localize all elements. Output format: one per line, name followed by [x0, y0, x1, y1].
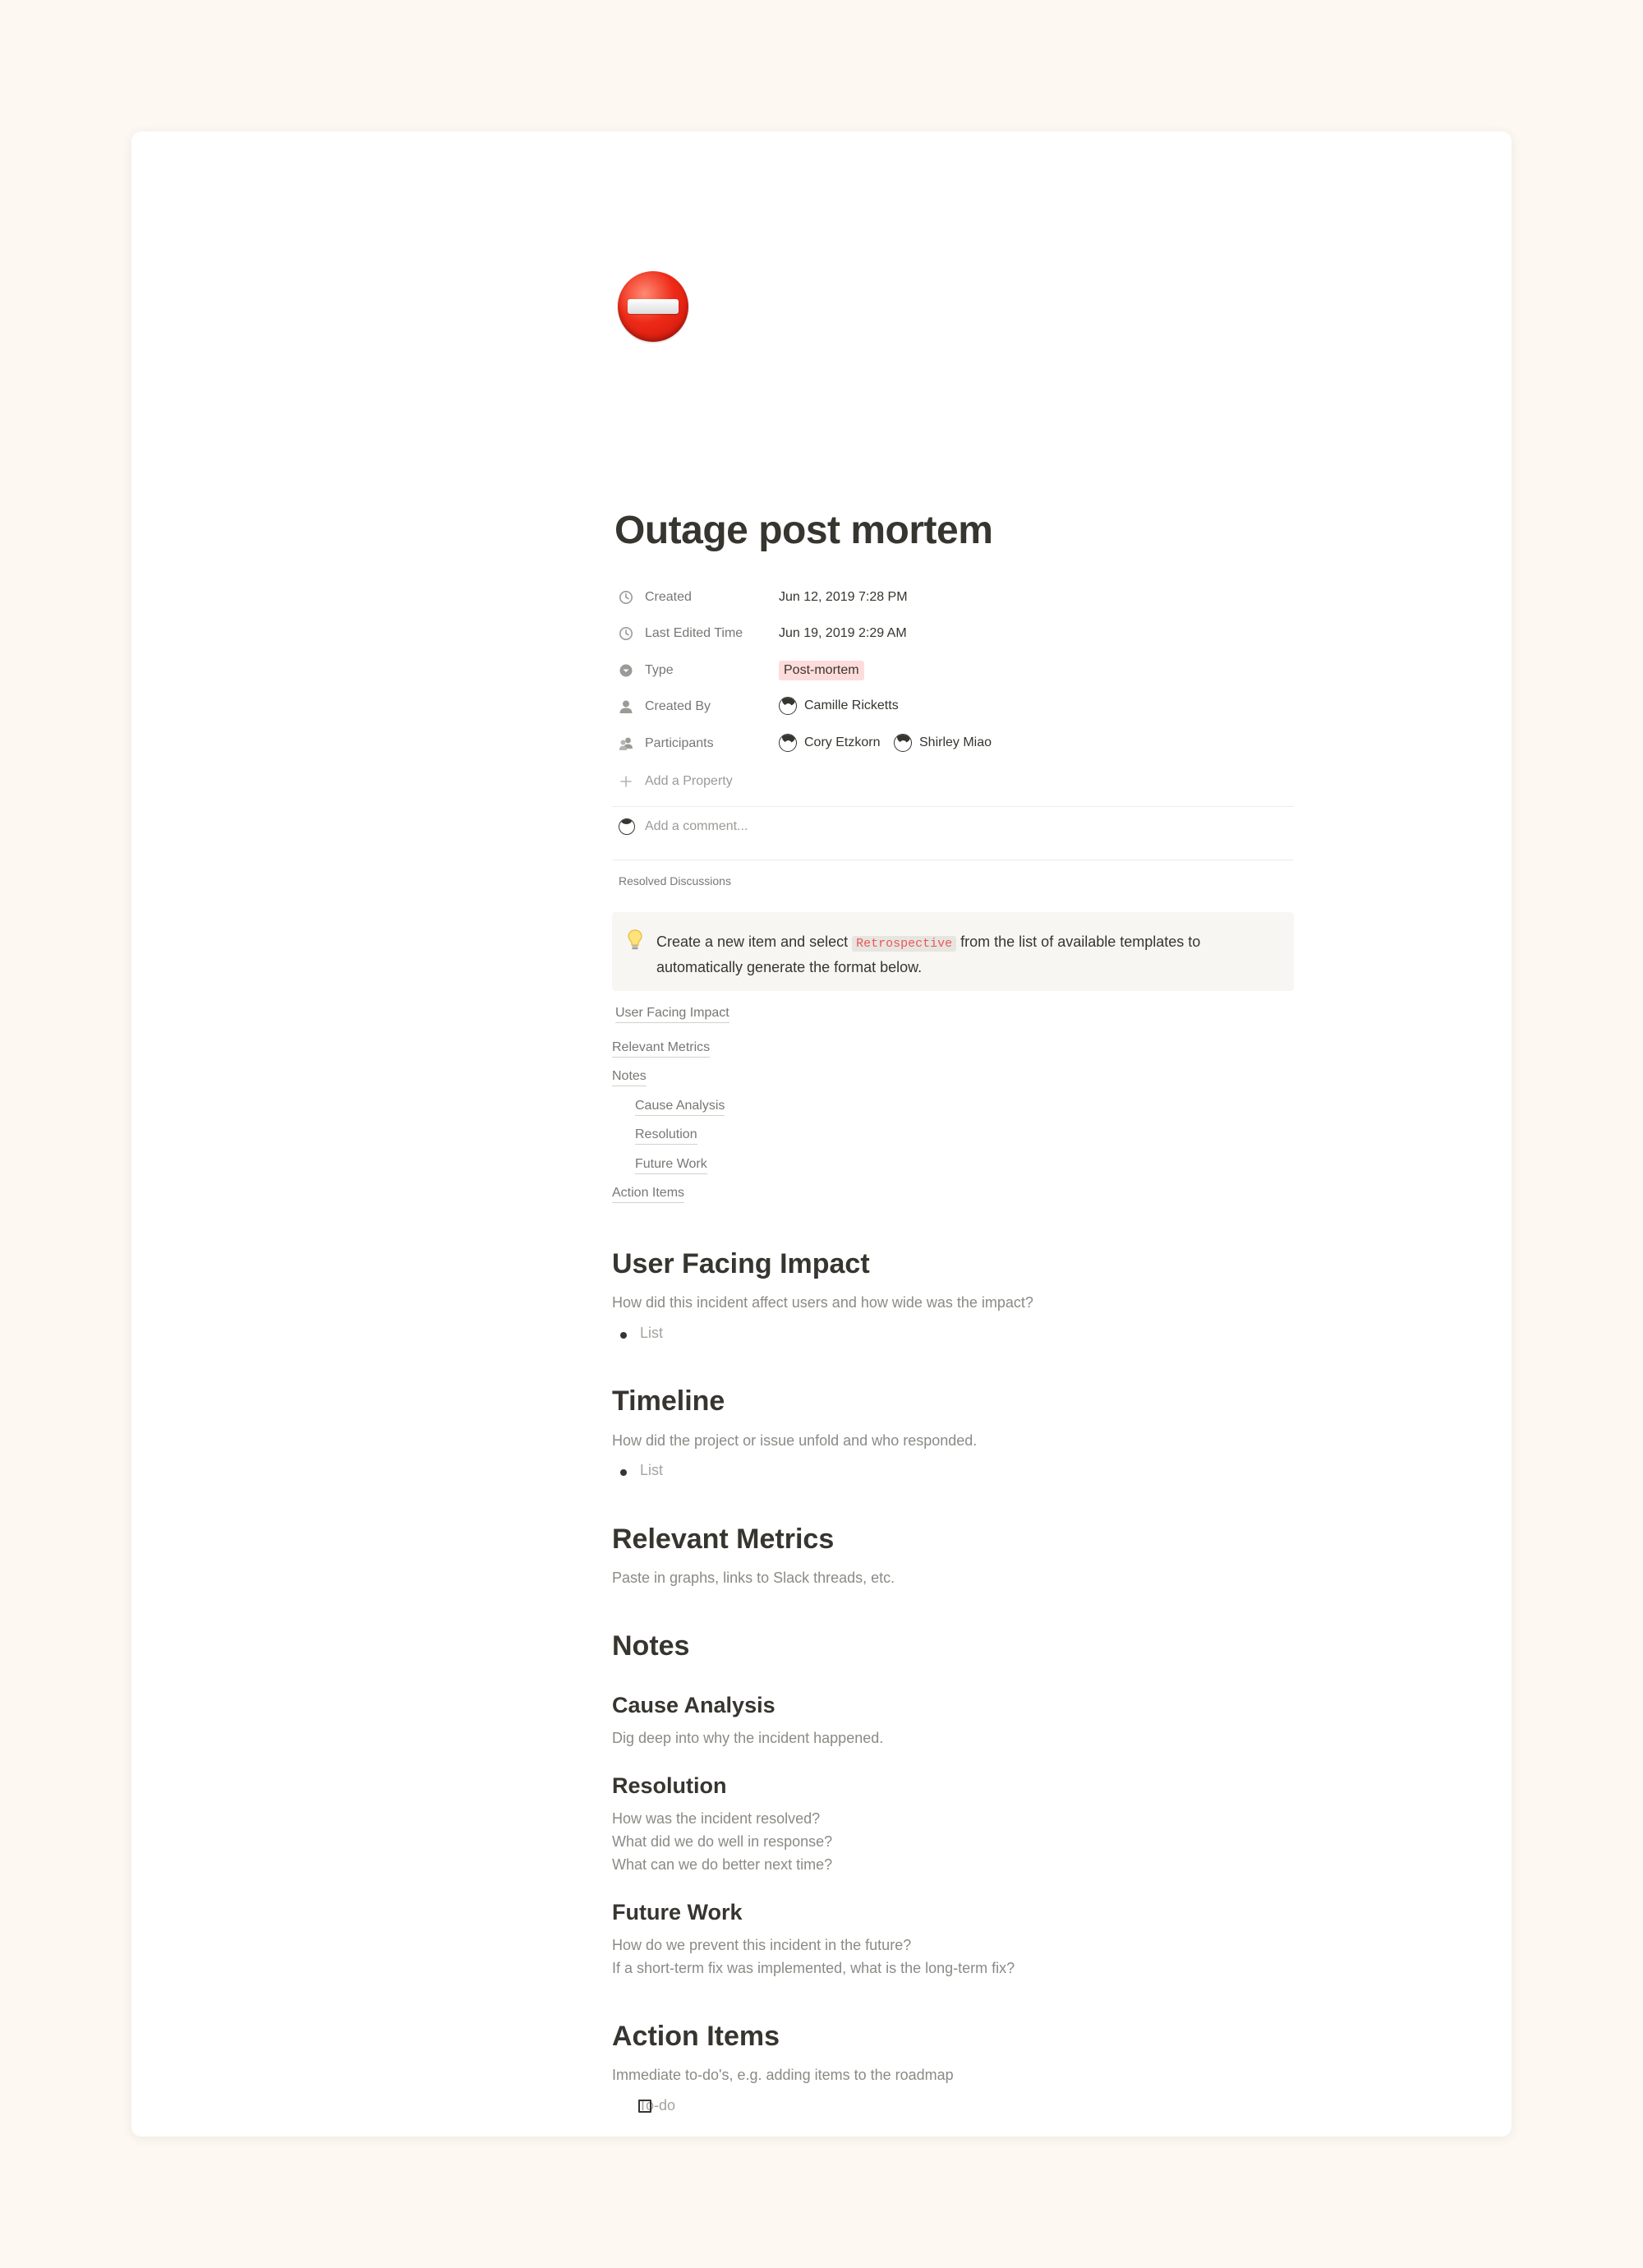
- avatar: [894, 734, 912, 752]
- toc-link-future-work[interactable]: Future Work: [635, 1156, 707, 1174]
- property-created-by[interactable]: [612, 690, 1294, 723]
- heading-resolution[interactable]: Resolution: [612, 1773, 727, 1798]
- heading-future-work[interactable]: Future Work: [612, 1900, 743, 1925]
- heading-timeline[interactable]: Timeline: [612, 1385, 725, 1417]
- property-label: Type: [645, 663, 674, 677]
- list-item[interactable]: List: [620, 1325, 663, 1342]
- toc-link-action-items[interactable]: Action Items: [612, 1185, 684, 1203]
- heading-cause-analysis[interactable]: Cause Analysis: [612, 1693, 775, 1717]
- resolved-discussions-link[interactable]: Resolved Discussions: [619, 874, 731, 887]
- type-tag[interactable]: Post-mortem: [779, 661, 864, 680]
- heading-notes[interactable]: Notes: [612, 1630, 690, 1662]
- people-icon: [619, 736, 633, 751]
- add-property-button[interactable]: [612, 765, 1294, 798]
- select-icon: [619, 663, 633, 678]
- property-label: Created By: [645, 699, 711, 713]
- property-label: Last Edited Time: [645, 626, 743, 640]
- property-value: Jun 19, 2019 2:29 AM: [779, 626, 907, 640]
- person-chip[interactable]: [779, 734, 880, 752]
- person-chip[interactable]: [894, 734, 992, 752]
- callout: [612, 912, 1294, 991]
- person-name: Camille Ricketts: [804, 698, 899, 712]
- lightbulb-icon: [627, 929, 643, 952]
- callout-text: Create a new item and select Retrospective from the list of available templates to automatically generate the format below.: [656, 933, 1201, 975]
- toc-link-notes[interactable]: Notes: [612, 1068, 647, 1086]
- comment-box[interactable]: [612, 810, 1294, 843]
- clock-icon: [619, 626, 633, 641]
- plus-icon: [619, 774, 633, 789]
- section-description[interactable]: Dig deep into why the incident happened.: [612, 1730, 884, 1746]
- section-description[interactable]: If a short-term fix was implemented, what is the long-term fix?: [612, 1960, 1015, 1976]
- property-label: Created: [645, 590, 692, 604]
- property-value: Jun 12, 2019 7:28 PM: [779, 590, 908, 604]
- no-entry-icon[interactable]: [618, 271, 688, 342]
- section-description[interactable]: What can we do better next time?: [612, 1856, 833, 1873]
- inline-code: Retrospective: [852, 936, 956, 952]
- section-description[interactable]: How do we prevent this incident in the future?: [612, 1937, 912, 1953]
- divider: [612, 806, 1294, 807]
- property-label: Participants: [645, 736, 714, 750]
- toc-link-resolution[interactable]: Resolution: [635, 1127, 697, 1145]
- toc-link-relevant-metrics[interactable]: Relevant Metrics: [612, 1040, 710, 1058]
- section-description[interactable]: How did this incident affect users and how wide was the impact?: [612, 1294, 1033, 1311]
- property-last-edited[interactable]: [612, 617, 1294, 650]
- person-name: Cory Etzkorn: [804, 735, 881, 749]
- add-property-label: Add a Property: [645, 774, 733, 788]
- person-name: Shirley Miao: [919, 735, 992, 749]
- page-card: [131, 131, 1512, 2137]
- person-icon: [619, 699, 633, 714]
- avatar: [779, 697, 797, 715]
- section-description[interactable]: How did the project or issue unfold and who responded.: [612, 1432, 978, 1449]
- person-chip[interactable]: [779, 697, 899, 715]
- property-participants[interactable]: [612, 727, 1294, 760]
- checkbox[interactable]: [638, 2100, 651, 2113]
- heading-relevant-metrics[interactable]: Relevant Metrics: [612, 1524, 835, 1555]
- clock-icon: [619, 590, 633, 605]
- property-created[interactable]: [612, 581, 1294, 614]
- todo-item[interactable]: To-do: [638, 2097, 676, 2114]
- comment-input[interactable]: Add a comment...: [645, 819, 748, 833]
- section-description[interactable]: Paste in graphs, links to Slack threads, etc.: [612, 1570, 895, 1586]
- avatar: [779, 734, 797, 752]
- toc-link-cause-analysis[interactable]: Cause Analysis: [635, 1098, 725, 1116]
- page-title[interactable]: Outage post mortem: [614, 509, 993, 552]
- list-item[interactable]: List: [620, 1462, 663, 1479]
- avatar: [619, 818, 635, 835]
- property-type[interactable]: [612, 654, 1294, 687]
- heading-action-items[interactable]: Action Items: [612, 2021, 780, 2052]
- section-description[interactable]: What did we do well in response?: [612, 1833, 833, 1850]
- section-description[interactable]: How was the incident resolved?: [612, 1810, 821, 1827]
- toc-link-user-facing-impact[interactable]: User Facing Impact: [615, 1005, 729, 1023]
- section-description[interactable]: Immediate to-do's, e.g. adding items to the roadmap: [612, 2067, 954, 2083]
- heading-user-facing-impact[interactable]: User Facing Impact: [612, 1248, 870, 1279]
